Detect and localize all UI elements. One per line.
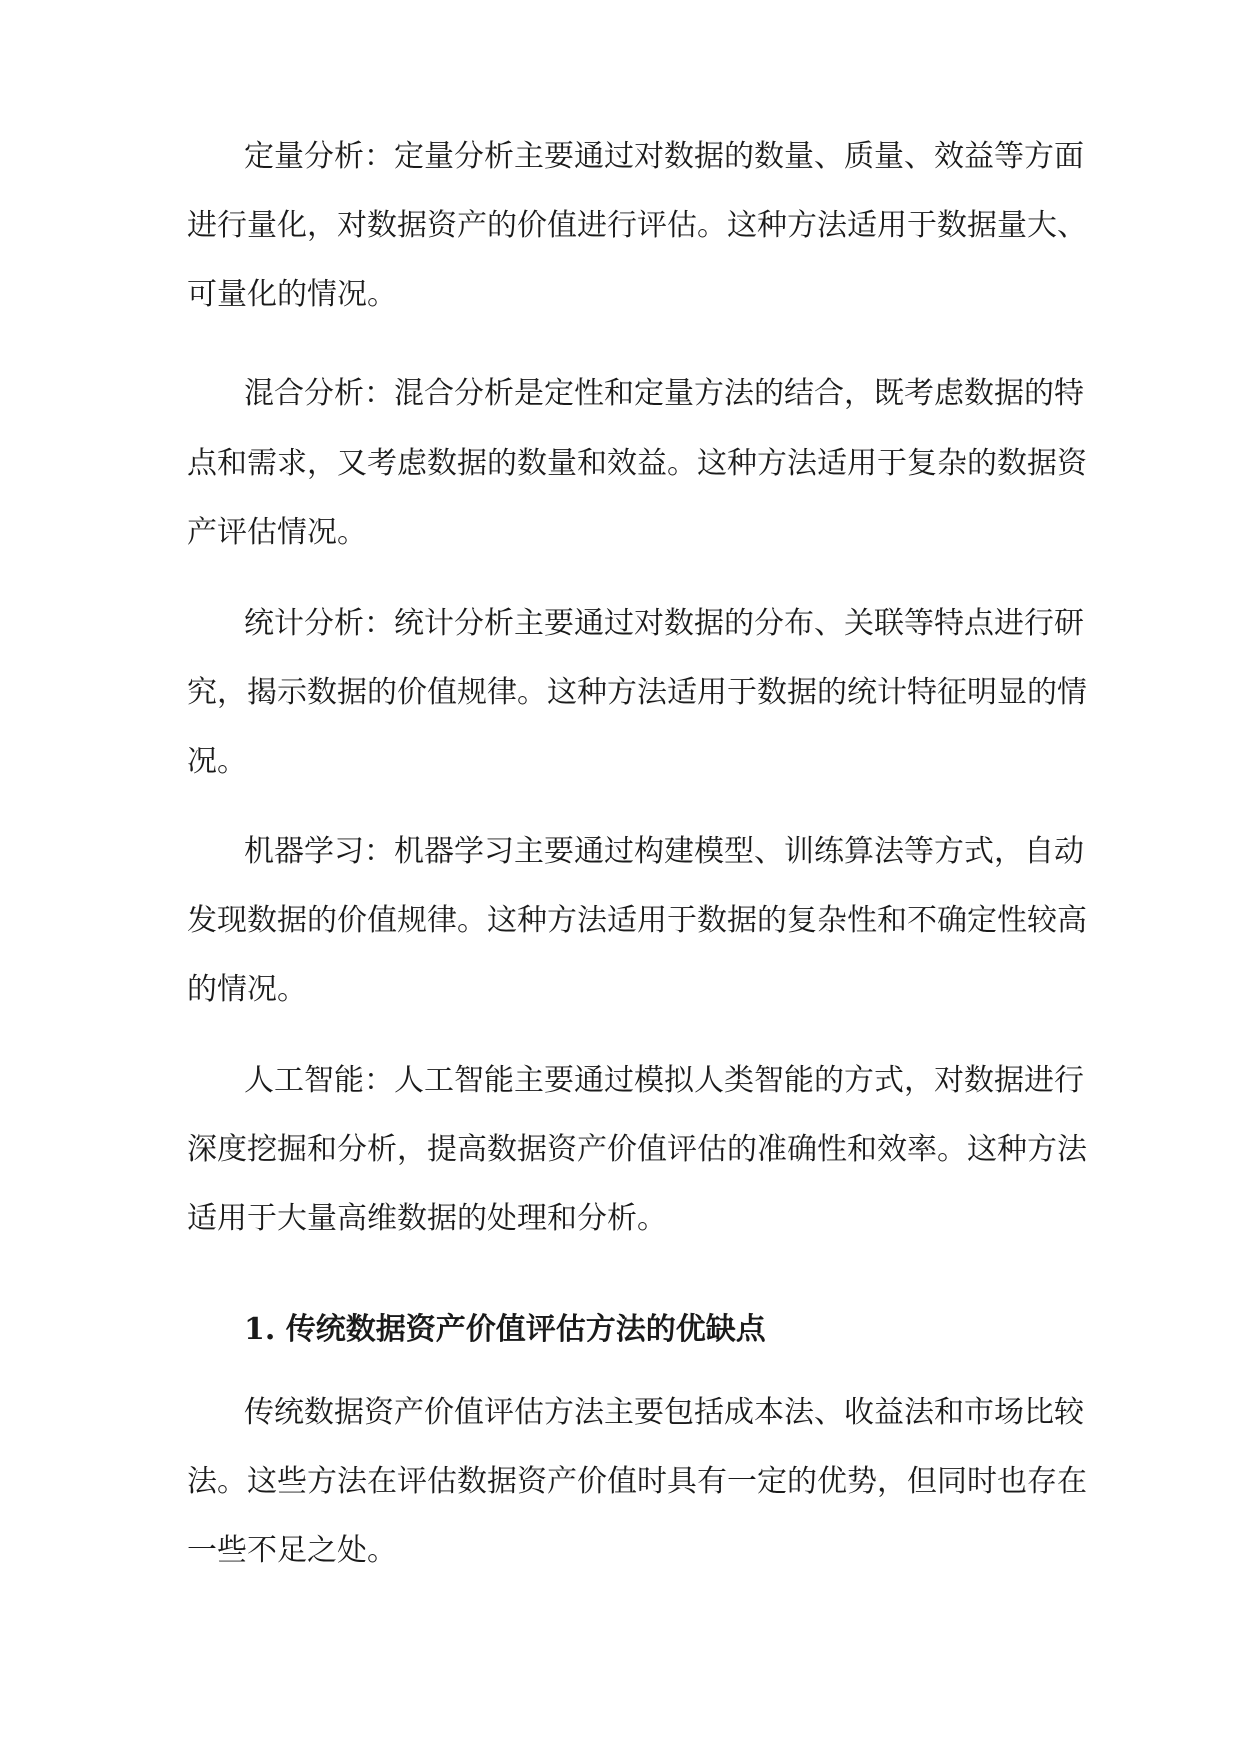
- paragraph-traditional-line-2: 法。这些方法在评估数据资产价值时具有一定的优势，但同时也存在: [187, 1464, 1087, 1499]
- paragraph-mixed-line-1: 混合分析：混合分析是定性和定量方法的结合，既考虑数据的特: [244, 376, 1084, 411]
- paragraph-machine-learning-line-3: 的情况。: [187, 972, 307, 1007]
- section-heading: 1. 传统数据资产价值评估方法的优缺点: [244, 1312, 766, 1347]
- paragraph-machine-learning-line-1: 机器学习：机器学习主要通过构建模型、训练算法等方式，自动: [244, 834, 1084, 869]
- paragraph-traditional-line-1: 传统数据资产价值评估方法主要包括成本法、收益法和市场比较: [244, 1395, 1084, 1430]
- paragraph-traditional-line-3: 一些不足之处。: [187, 1533, 397, 1568]
- paragraph-machine-learning-line-2: 发现数据的价值规律。这种方法适用于数据的复杂性和不确定性较高: [187, 903, 1087, 938]
- paragraph-mixed-line-2: 点和需求，又考虑数据的数量和效益。这种方法适用于复杂的数据资: [187, 446, 1087, 481]
- paragraph-ai-line-3: 适用于大量高维数据的处理和分析。: [187, 1201, 667, 1236]
- paragraph-ai-line-1: 人工智能：人工智能主要通过模拟人类智能的方式，对数据进行: [244, 1063, 1084, 1098]
- paragraph-ai-line-2: 深度挖掘和分析，提高数据资产价值评估的准确性和效率。这种方法: [187, 1132, 1087, 1167]
- paragraph-mixed-line-3: 产评估情况。: [187, 515, 367, 550]
- paragraph-quantitative-line-2: 进行量化，对数据资产的价值进行评估。这种方法适用于数据量大、: [187, 208, 1087, 243]
- paragraph-quantitative-line-1: 定量分析：定量分析主要通过对数据的数量、质量、效益等方面: [244, 139, 1084, 174]
- paragraph-statistical-line-3: 况。: [187, 744, 247, 779]
- paragraph-statistical-line-2: 究，揭示数据的价值规律。这种方法适用于数据的统计特征明显的情: [187, 675, 1087, 710]
- paragraph-quantitative-line-3: 可量化的情况。: [187, 277, 397, 312]
- paragraph-statistical-line-1: 统计分析：统计分析主要通过对数据的分布、关联等特点进行研: [244, 606, 1084, 641]
